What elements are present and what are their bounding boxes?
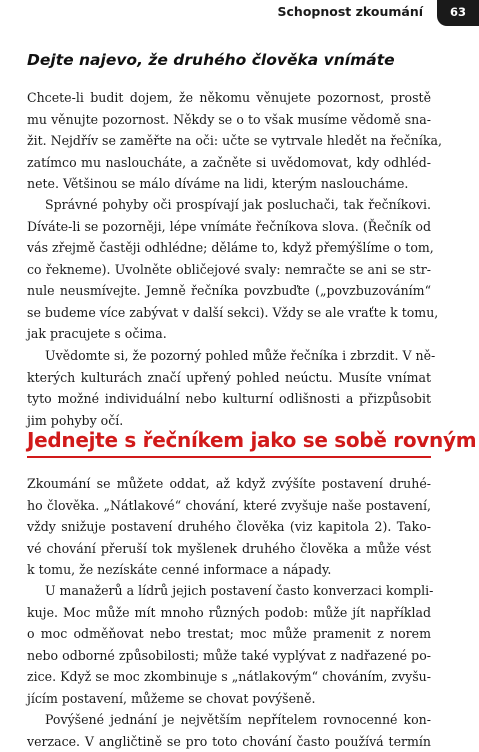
- text-line: jak pracujete s očima.: [27, 323, 431, 345]
- text-line: Povýšené jednání je největším nepřítelem rovnocenné kon-: [27, 709, 431, 731]
- text-line: se budeme více zabývat v další sekci). Vždy se ale vraťte k tomu,: [27, 302, 431, 324]
- text-line: jim pohyby očí.: [27, 410, 431, 432]
- text-line: jícím postavení, můžeme se chovat povýšeně.: [27, 688, 431, 710]
- text-line: vás zřejmě častěji odhlédne; děláme to, když přemýšlíme o tom,: [27, 237, 431, 259]
- paragraph-2: [27, 194, 431, 345]
- text-line: nebo odborné způsobilosti; může také vyplývat z nadřazené po-: [27, 645, 431, 667]
- text-line: tyto možné individuální nebo kulturní odlišnosti a přizpůsobit: [27, 388, 431, 410]
- text-line: o moc odměňovat nebo trestat; moc může pramenit z norem: [27, 623, 431, 645]
- running-header: [0, 0, 479, 26]
- text-line: Díváte-li se pozorněji, lépe vnímáte řečníkova slova. (Řečník od: [27, 216, 431, 238]
- text-line: ho člověka. „Nátlakové“ chování, které zvyšuje naše postavení,: [27, 495, 431, 517]
- text-line: nule neusmívejte. Jemně řečníka povzbuďte („povzbuzováním“: [27, 280, 431, 302]
- text-line: k tomu, že nezískáte cenné informace a nápady.: [27, 559, 431, 581]
- text-line: U manažerů a lídrů jejich postavení často konverzaci kompli-: [27, 580, 431, 602]
- text-line: zice. Když se moc zkombinuje s „nátlakovým“ chováním, zvyšu-: [27, 666, 431, 688]
- section-heading: Jednejte s řečníkem jako se sobě rovným: [27, 428, 457, 452]
- text-line: nete. Většinou se málo díváme na lidi, kterým nasloucháme.: [27, 173, 431, 195]
- paragraph-3: [27, 345, 431, 431]
- text-line: Chcete-li budit dojem, že někomu věnujete pozornost, prostě: [27, 87, 431, 109]
- paragraph-4: [27, 473, 431, 581]
- text-line: kterých kulturách značí upřený pohled neúctu. Musíte vnímat: [27, 367, 431, 389]
- text-line: mu věnujte pozornost. Někdy se o to však musíme vědomě sna-: [27, 109, 431, 131]
- text-line: kuje. Moc může mít mnoho různých podob: může jít například: [27, 602, 431, 624]
- text-line: vždy snižuje postavení druhého člověka (viz kapitola 2). Tako-: [27, 516, 431, 538]
- paragraph-6: [27, 709, 431, 752]
- page-number: 63: [437, 5, 479, 19]
- subsection-heading: Dejte najevo, že druhého člověka vnímáte: [27, 51, 457, 69]
- text-line: zatímco mu nasloucháte, a začněte si uvědomovat, kdy odhléd-: [27, 152, 431, 174]
- heading-underline: [27, 456, 431, 458]
- paragraph-1: [27, 87, 431, 195]
- text-line: verzace. V angličtině se pro toto chování často používá termín: [27, 731, 431, 752]
- text-line: žit. Nejdřív se zaměřte na oči: učte se vytrvale hledět na řečníka,: [27, 130, 431, 152]
- paragraph-5: [27, 580, 431, 709]
- chapter-title: Schopnost zkoumání: [278, 4, 423, 19]
- text-line: Zkoumání se můžete oddat, až když zvýšíte postavení druhé-: [27, 473, 431, 495]
- text-line: co řekneme). Uvolněte obličejové svaly: nemračte se ani se str-: [27, 259, 431, 281]
- text-line: Uvědomte si, že pozorný pohled může řečníka i zbrzdit. V ně-: [27, 345, 431, 367]
- text-line: vé chování přeruší tok myšlenek druhého člověka a může vést: [27, 538, 431, 560]
- page-number-tab: [437, 0, 479, 26]
- text-line: Správné pohyby oči prospívají jak posluchači, tak řečníkovi.: [27, 194, 431, 216]
